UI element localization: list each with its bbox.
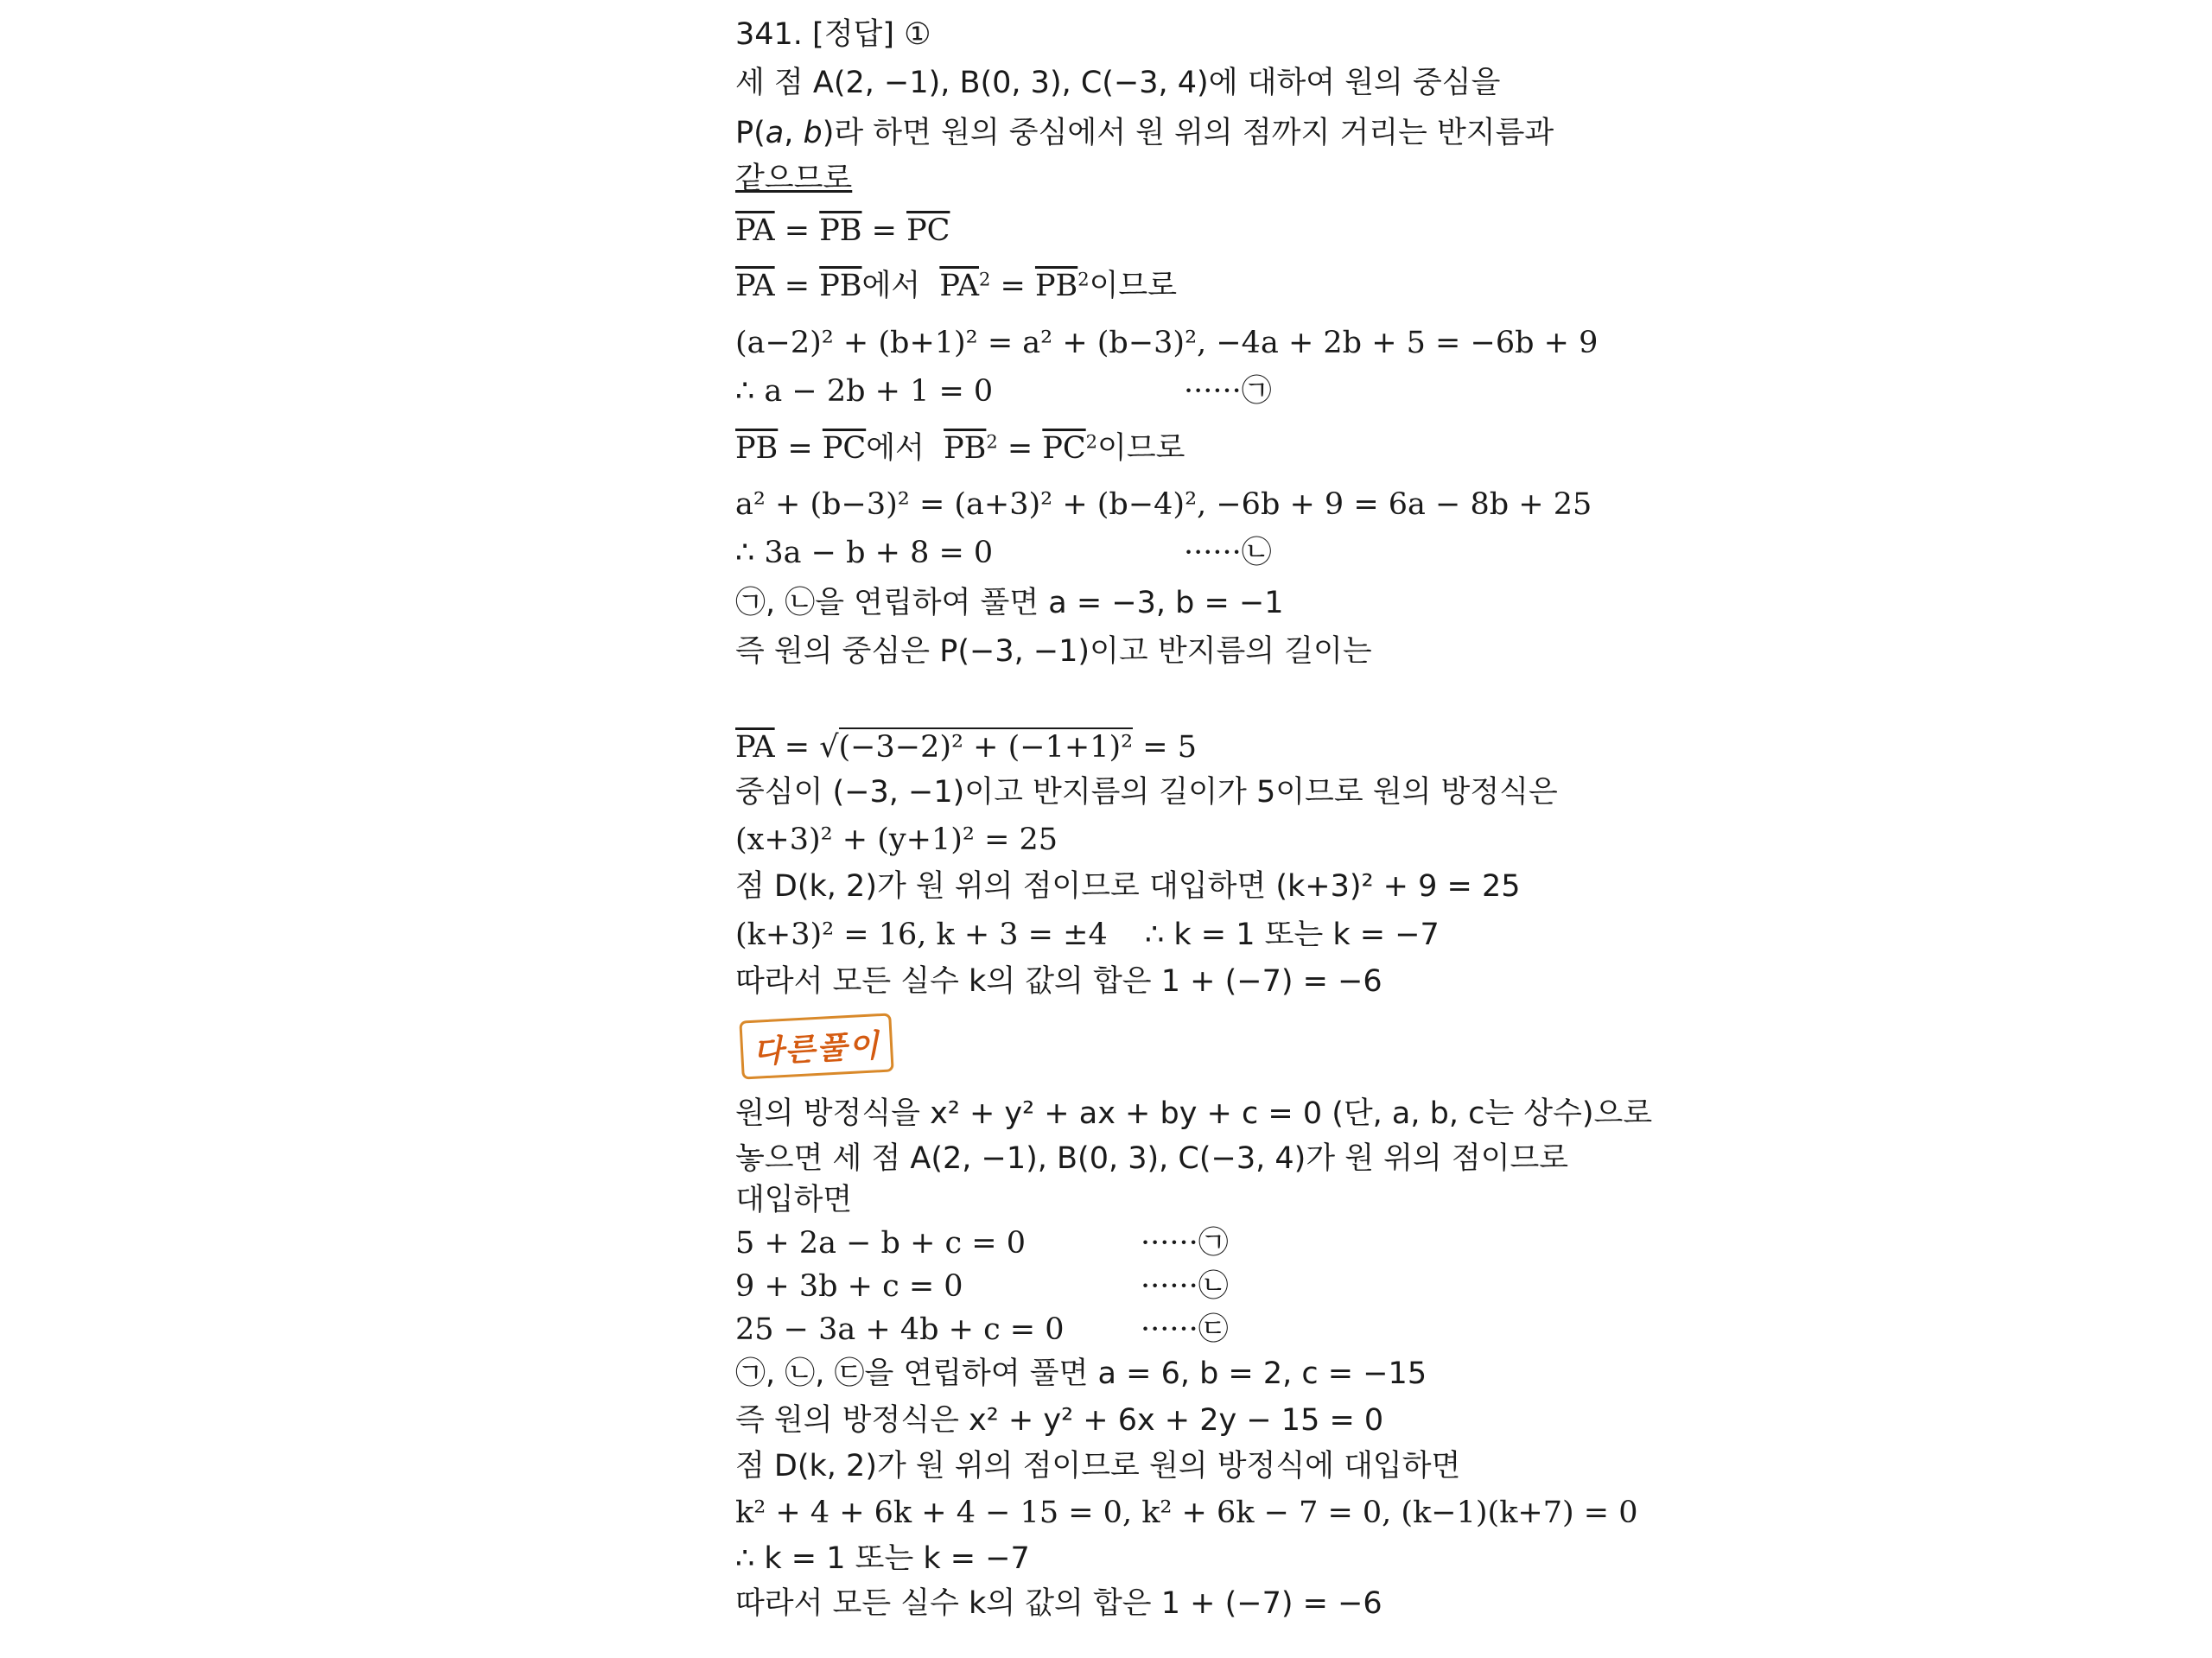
text: 같으므로 [735,162,853,196]
equation-line: (x+3)² + (y+1)² = 25 [735,823,1058,857]
segment-pb: $\overline{PB}$ [735,431,779,466]
segment-pb: $\overline{PB}$ [1034,269,1078,303]
segment-pa: $\overline{PA}$ [735,213,775,248]
solution-line: 세 점 A(2, −1), B(0, 3), C(−3, 4)에 대하여 원의 중심을 [735,66,1501,100]
equation-marker: ······㉡ [1184,536,1272,570]
segment-pa: $\overline{PA}$ [735,269,775,303]
equals: = [774,269,820,303]
var-b: b [803,116,823,150]
solution-line [735,157,852,200]
solution-line: ㉠, ㉡을 연립하여 풀면 a = −3, b = −1 [735,586,1284,620]
text: = 5 [1133,730,1198,765]
alt-line: 점 D(k, 2)가 원 위의 점이므로 원의 방정식에 대입하면 [735,1449,1461,1483]
sqrt-sign: √ [819,730,839,765]
segment-pa: $\overline{PA}$ [735,730,775,765]
equation-marker: ······㉠ [1184,374,1272,409]
text: 이므로 [1097,431,1185,466]
equals: = [778,431,823,466]
text: 이므로 [1089,269,1178,303]
segment-pc: $\overline{PC}$ [822,431,867,466]
text: P( [735,116,766,150]
alt-line: ㉠, ㉡, ㉢을 연립하여 풀면 a = 6, b = 2, c = −15 [735,1356,1427,1391]
alt-line: 대입하면 [735,1183,853,1217]
exponent: 2 [1085,431,1098,453]
text: )라 하면 원의 중심에서 원 위의 점까지 거리는 반지름과 [822,116,1554,150]
segment-pb: $\overline{PB}$ [819,213,862,248]
equals: = [997,431,1043,466]
equation-line: (k+3)² = 16, k + 3 = ±4 [735,918,1108,952]
result-line: ∴ 3a − b + 8 = 0 [735,536,994,570]
exponent: 2 [986,431,998,453]
segment-pa: $\overline{PA}$ [939,269,979,303]
equation-line: (a−2)² + (b+1)² = a² + (b−3)², −4a + 2b + 5 = −6b + 9 [735,326,1599,360]
equals: = [861,213,907,248]
equation-line: a² + (b−3)² = (a+3)² + (b−4)², −6b + 9 = 6a − 8b + 25 [735,487,1592,522]
equation-marker: ······㉠ [1141,1226,1229,1261]
sqrt-expression: (−3−2)² + (−1+1)² [839,727,1134,765]
segment-pb: $\overline{PB}$ [819,269,862,303]
text: 에서 [866,431,925,466]
problem-title: 341. [정답] ① [735,17,931,52]
solution-line: 즉 원의 중심은 P(−3, −1)이고 반지름의 길이는 [735,634,1372,669]
alt-line: ∴ k = 1 또는 k = −7 [735,1541,1030,1576]
solution-line [735,111,1554,155]
answer-k: ∴ k = 1 또는 k = −7 [1145,918,1440,952]
text: 에서 [861,269,921,303]
segment-equality [735,209,950,252]
equation-marker: ······㉢ [1141,1312,1229,1347]
alt-equation: 9 + 3b + c = 0 [735,1269,963,1304]
exponent: 2 [1077,269,1090,290]
alt-equation: 25 − 3a + 4b + c = 0 [735,1312,1065,1347]
alternative-solution-badge: 다른풀이 [739,1013,893,1079]
segment-pb: $\overline{PB}$ [944,431,987,466]
alt-line: 따라서 모든 실수 k의 값의 합은 1 + (−7) = −6 [735,1586,1382,1621]
segment-pc: $\overline{PC}$ [1042,431,1086,466]
exponent: 2 [979,269,991,290]
var-a: a [765,116,785,150]
text: , [784,116,804,150]
alt-line: 즉 원의 방정식은 x² + y² + 6x + 2y − 15 = 0 [735,1403,1384,1438]
alt-equation: k² + 4 + 6k + 4 − 15 = 0, k² + 6k − 7 = 0, (k−1)(k+7) = 0 [735,1496,1638,1530]
segment-pc: $\overline{PC}$ [906,213,950,248]
equals: = [990,269,1035,303]
solution-line: 중심이 (−3, −1)이고 반지름의 길이가 5이므로 원의 방정식은 [735,775,1558,810]
solution-line: 점 D(k, 2)가 원 위의 점이므로 대입하면 (k+3)² + 9 = 25 [735,869,1521,904]
equals: = [774,213,820,248]
radius-line [735,726,1197,769]
result-line: ∴ a − 2b + 1 = 0 [735,374,994,409]
equals: = [774,730,820,765]
alt-line: 원의 방정식을 x² + y² + ax + by + c = 0 (단, a, b, c는 상수)으로 [735,1096,1653,1131]
solution-line: 따라서 모든 실수 k의 값의 합은 1 + (−7) = −6 [735,964,1382,999]
alt-line: 놓으면 세 점 A(2, −1), B(0, 3), C(−3, 4)가 원 위의 점이므로 [735,1141,1569,1176]
alt-equation: 5 + 2a − b + c = 0 [735,1226,1026,1261]
segment-square-line [735,264,1177,308]
equation-marker: ······㉡ [1141,1269,1229,1304]
segment-square-line [735,427,1185,470]
